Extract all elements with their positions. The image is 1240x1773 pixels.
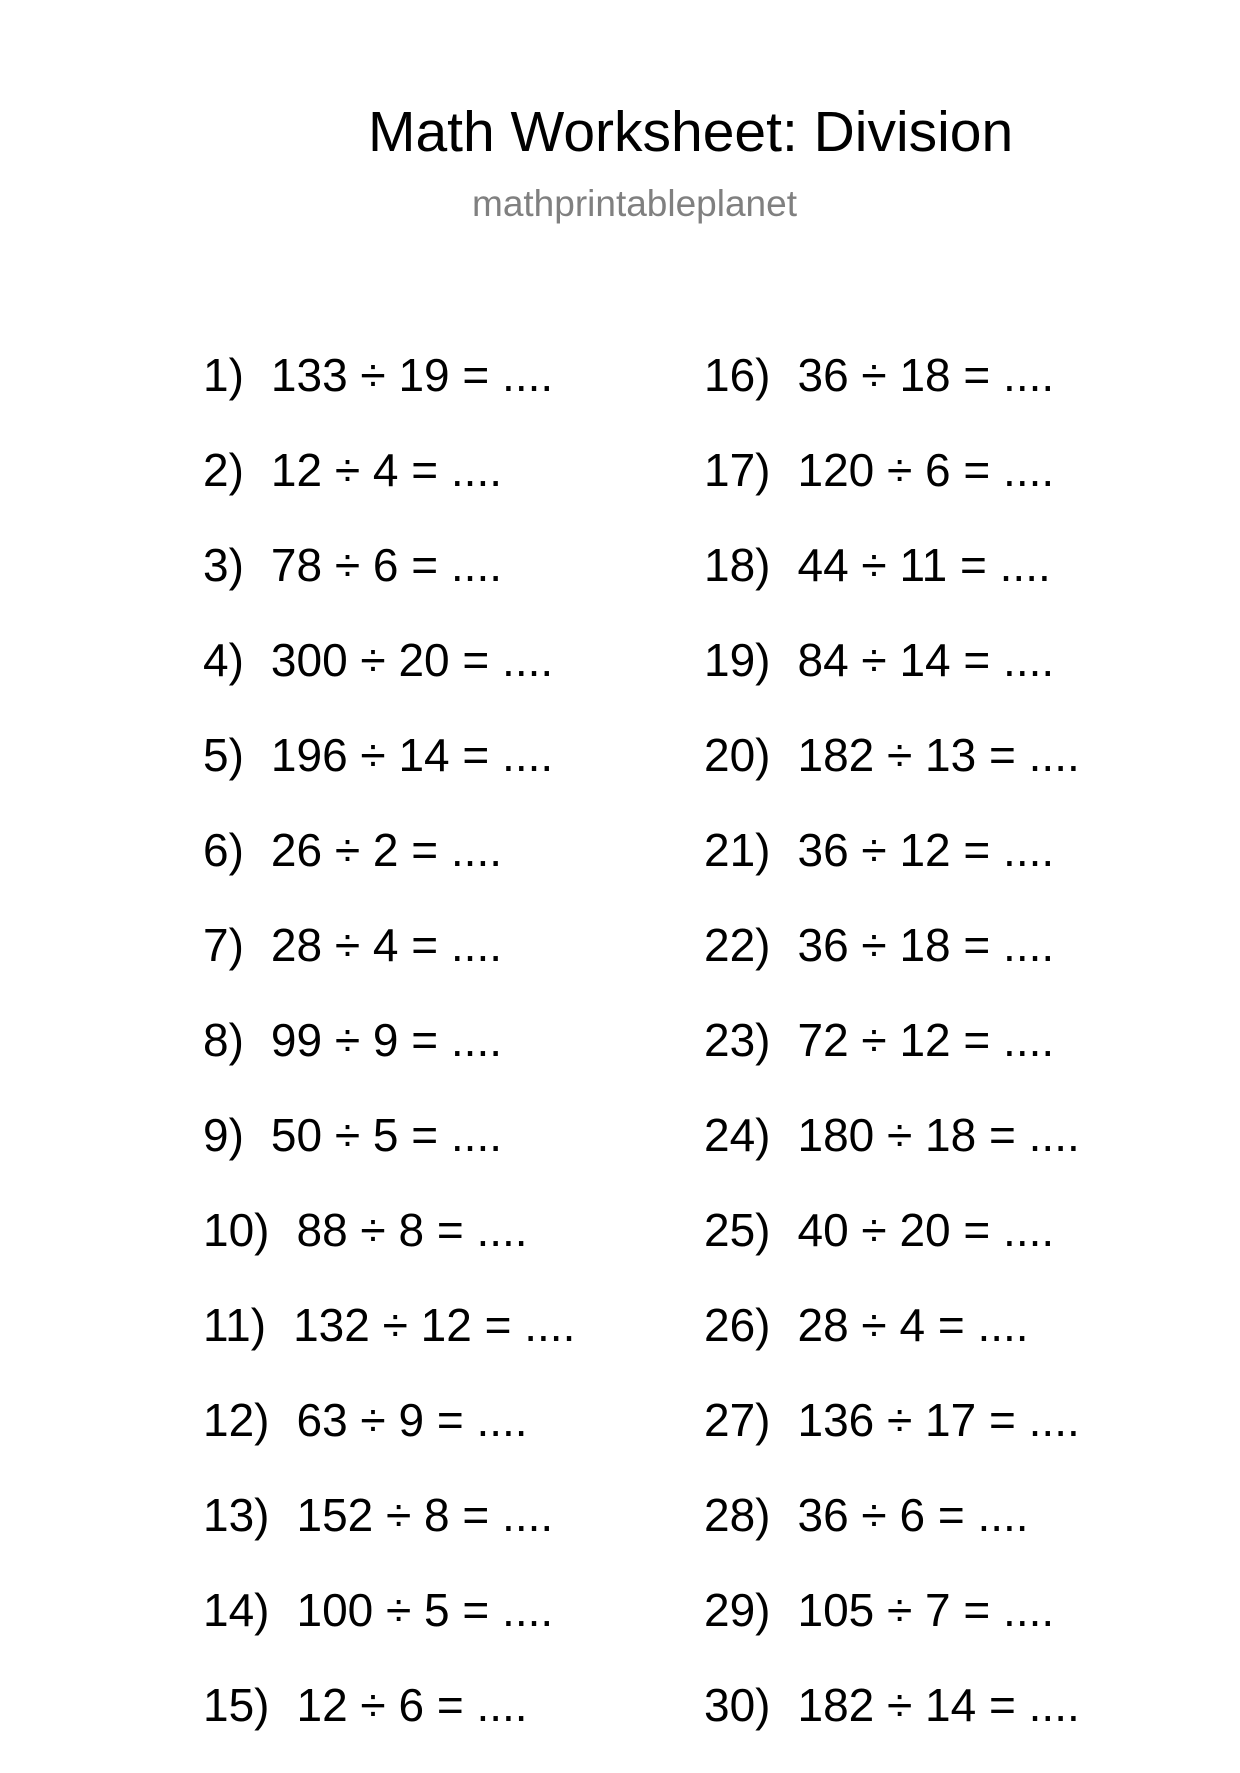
- problem-expression: 36 ÷ 12 = ....: [797, 824, 1055, 876]
- problem-expression: 88 ÷ 8 = ....: [296, 1204, 528, 1256]
- problem-item: [704, 633, 1080, 728]
- problem-expression: 180 ÷ 18 = ....: [797, 1109, 1080, 1161]
- problem-expression: 120 ÷ 6 = ....: [797, 444, 1055, 496]
- problem-expression: 78 ÷ 6 = ....: [270, 539, 503, 591]
- problem-expression: 12 ÷ 6 = ....: [296, 1679, 528, 1731]
- problem-expression: 133 ÷ 19 = ....: [270, 349, 554, 401]
- problem-expression: 100 ÷ 5 = ....: [296, 1584, 554, 1636]
- problem-number: 6): [203, 824, 244, 876]
- problem-number: 16): [704, 349, 771, 401]
- problem-item: [203, 1488, 575, 1583]
- problem-number: 24): [704, 1109, 771, 1161]
- problem-item: [704, 1013, 1080, 1108]
- problem-item: [704, 443, 1080, 538]
- problem-number: 9): [203, 1109, 244, 1161]
- problem-number: 4): [203, 634, 244, 686]
- problem-number: 20): [704, 729, 771, 781]
- problem-expression: 36 ÷ 6 = ....: [797, 1489, 1029, 1541]
- problem-expression: 196 ÷ 14 = ....: [270, 729, 554, 781]
- problem-item: [203, 1013, 575, 1108]
- problems-column-left: [203, 348, 575, 1773]
- problem-number: 11): [203, 1299, 267, 1351]
- problem-expression: 182 ÷ 13 = ....: [797, 729, 1080, 781]
- problem-expression: 105 ÷ 7 = ....: [797, 1584, 1055, 1636]
- problem-number: 29): [704, 1584, 771, 1636]
- problem-number: 18): [704, 539, 771, 591]
- problem-number: 10): [203, 1204, 270, 1256]
- problem-number: 2): [203, 444, 244, 496]
- problem-item: [704, 1488, 1080, 1583]
- problem-expression: 12 ÷ 4 = ....: [270, 444, 503, 496]
- problem-expression: 28 ÷ 4 = ....: [797, 1299, 1029, 1351]
- problem-item: [203, 728, 575, 823]
- problem-item: [704, 1678, 1080, 1773]
- problem-expression: 44 ÷ 11 = ....: [797, 539, 1051, 591]
- problem-expression: 152 ÷ 8 = ....: [296, 1489, 554, 1541]
- problem-item: [203, 538, 575, 633]
- problem-number: 19): [704, 634, 771, 686]
- problem-number: 28): [704, 1489, 771, 1541]
- problem-item: [203, 1678, 575, 1773]
- problem-number: 21): [704, 824, 771, 876]
- problem-expression: 84 ÷ 14 = ....: [797, 634, 1055, 686]
- problem-expression: 99 ÷ 9 = ....: [270, 1014, 503, 1066]
- problem-expression: 136 ÷ 17 = ....: [797, 1394, 1080, 1446]
- problem-number: 22): [704, 919, 771, 971]
- problem-number: 5): [203, 729, 244, 781]
- problem-item: [203, 443, 575, 538]
- problem-item: [203, 1203, 575, 1298]
- problem-item: [704, 823, 1080, 918]
- problem-number: 30): [704, 1679, 771, 1731]
- problem-number: 25): [704, 1204, 771, 1256]
- problem-expression: 50 ÷ 5 = ....: [270, 1109, 503, 1161]
- problem-item: [203, 348, 575, 443]
- problem-number: 1): [203, 349, 244, 401]
- problem-number: 12): [203, 1394, 270, 1446]
- problem-expression: 36 ÷ 18 = ....: [797, 919, 1055, 971]
- worksheet-title: Math Worksheet: Division: [368, 100, 1014, 164]
- problem-expression: 28 ÷ 4 = ....: [270, 919, 503, 971]
- problem-number: 17): [704, 444, 771, 496]
- problem-item: [704, 1108, 1080, 1203]
- problem-expression: 40 ÷ 20 = ....: [797, 1204, 1055, 1256]
- problem-item: [203, 1583, 575, 1678]
- problems-column-right: [704, 348, 1080, 1773]
- problem-expression: 300 ÷ 20 = ....: [270, 634, 554, 686]
- problem-item: [704, 348, 1080, 443]
- problem-expression: 36 ÷ 18 = ....: [797, 349, 1055, 401]
- problem-item: [704, 918, 1080, 1013]
- worksheet-subtitle: mathprintableplanet: [472, 183, 797, 224]
- problem-number: 23): [704, 1014, 771, 1066]
- problem-expression: 63 ÷ 9 = ....: [296, 1394, 528, 1446]
- problem-number: 7): [203, 919, 244, 971]
- problem-item: [704, 728, 1080, 823]
- problem-expression: 72 ÷ 12 = ....: [797, 1014, 1055, 1066]
- problem-item: [704, 1203, 1080, 1298]
- problem-item: [203, 633, 575, 728]
- problem-item: [203, 1393, 575, 1488]
- problem-expression: 182 ÷ 14 = ....: [797, 1679, 1080, 1731]
- problem-item: [203, 1108, 575, 1203]
- problem-number: 3): [203, 539, 244, 591]
- problem-item: [704, 1583, 1080, 1678]
- problem-expression: 132 ÷ 12 = ....: [293, 1299, 576, 1351]
- problem-item: [203, 918, 575, 1013]
- problem-item: [203, 823, 575, 918]
- problem-item: [704, 1298, 1080, 1393]
- problem-number: 8): [203, 1014, 244, 1066]
- problem-item: [704, 1393, 1080, 1488]
- problem-number: 27): [704, 1394, 771, 1446]
- problem-item: [203, 1298, 575, 1393]
- problem-number: 14): [203, 1584, 270, 1636]
- problem-expression: 26 ÷ 2 = ....: [270, 824, 503, 876]
- problem-number: 26): [704, 1299, 771, 1351]
- problem-item: [704, 538, 1080, 633]
- problem-number: 13): [203, 1489, 270, 1541]
- problem-number: 15): [203, 1679, 270, 1731]
